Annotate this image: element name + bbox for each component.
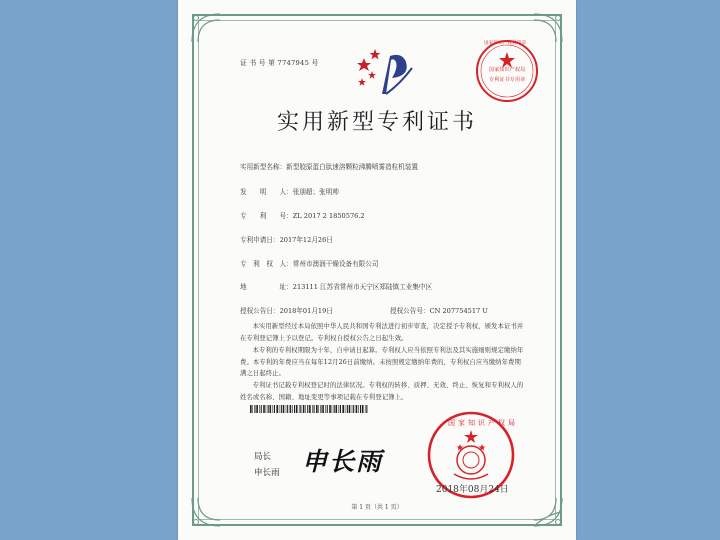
paragraph-3: 专利证书记载专利权登记时的法律状况。专利权的转移、质押、无效、终止、恢复和专利权人的姓名或名称、国籍、地址变更等事项记载在专利登记簿上。 [240,382,524,401]
barcode-bar [263,405,265,413]
barcode-bar [340,405,341,413]
certificate-title: 实用新型专利证书 [276,110,477,135]
stamp-top-outer-text: 国家知识产权局印章 [484,41,527,46]
barcode-bar [360,405,361,413]
barcode-bar [303,405,305,413]
barcode-bar [281,405,282,413]
barcode-bar [290,405,292,413]
barcode-bar [294,405,295,413]
barcode-bar [318,405,319,413]
grant-number-value: CN 207754517 U [429,307,488,315]
barcode-bar [347,405,348,413]
barcode-bar [320,405,321,413]
inventor-label: 发 明 人： [240,188,293,196]
barcode-bar [266,405,267,413]
patentee-value: 常州市澳润干燥设备有限公司 [292,260,379,268]
barcode-bar [252,405,253,413]
barcode-bar [286,405,287,413]
barcode-bar [292,405,293,413]
barcode-bar [358,405,359,413]
barcode [250,405,370,413]
barcode-bar [336,405,338,413]
patent-number-label: 专 利 号： [240,212,293,220]
barcode-bar [334,405,335,413]
filing-date-label: 专利申请日： [240,236,280,244]
barcode-bar [352,405,353,413]
inventor-row [240,186,339,196]
stamp-top-center-text: 国家知识产权局 [489,67,526,73]
inventor-value: 张朋超；张明帅 [292,188,339,196]
address-row [240,281,432,291]
barcode-bar [345,405,346,413]
barcode-bar [329,405,331,413]
filing-date-row [240,234,333,244]
barcode-bar [342,405,344,413]
barcode-bar [274,405,275,413]
certificate-page [178,0,576,540]
barcode-bar [270,405,272,413]
stamp-top-text: 专利证书专用章 [489,77,526,83]
barcode-bar [322,405,324,413]
patent-number-value: ZL 2017 2 1850576.2 [292,212,365,220]
barcode-bar [309,405,311,413]
barcode-bar [261,405,262,413]
cnipa-logo-icon [356,44,416,98]
grant-date-value: 2018年01月19日 [279,307,333,315]
patent-number-row [240,210,365,220]
director-name-label: 申长雨 [254,468,280,478]
address-label: 地 址： [240,283,293,291]
certificate-number: 证 书 号 第 7747945 号 [240,59,319,67]
utility-model-name-value: 新型胶原蛋白肽速溶颗粒沸腾喷雾造粒机装置 [286,163,419,171]
barcode-bar [307,405,308,413]
director-signature: 申长雨 [302,447,384,476]
corner-ornament-icon [186,492,226,532]
barcode-bar [353,405,354,413]
barcode-bar [349,405,351,413]
barcode-bar [296,405,298,413]
barcode-bar [312,405,313,413]
grant-number-block [390,305,488,315]
barcode-bar [316,405,318,413]
grant-number-label: 授权公告号： [390,307,430,315]
utility-model-name-label: 实用新型名称： [240,163,287,171]
address-value: 213111 江苏省常州市天宁区郑陆镇工业集中区 [292,283,433,291]
barcode-bar [332,405,333,413]
corner-ornament-icon [528,492,568,532]
barcode-bar [259,405,260,413]
barcode-bar [300,405,301,413]
corner-ornament-icon [186,8,226,48]
barcode-bar [299,405,300,413]
barcode-bar [314,405,315,413]
barcode-bar [268,405,269,413]
page-footer: 第 1 页（共 1 页） [351,504,403,511]
director-title-label: 局长 [254,452,272,462]
seal-date: 2018年08月24日 [436,485,509,495]
patentee-label: 专 利 权 人： [240,260,293,268]
paragraph-2: 本专利的专利权期限为十年，自申请日起算。专利权人应当依照专利法及其实施细则规定缴纳年费。本专利的年费应当在每年12月26日前缴纳。未按照规定缴纳年费的，专利权自应当缴纳年费期满之日起终止。 [240,347,524,378]
barcode-bar [327,405,328,413]
utility-model-name-row [240,161,418,171]
barcode-bar [256,405,258,413]
official-seal-text: 国家知识产权局 [448,419,518,427]
barcode-bar [279,405,280,413]
grant-date-label: 授权公告日： [240,307,280,315]
barcode-bar [356,405,358,413]
barcode-bar [365,405,366,413]
barcode-bar [325,405,326,413]
filing-date-value: 2017年12月26日 [279,236,333,244]
paragraph-1: 本实用新型经过本局依照中华人民共和国专利法进行初步审查，决定授予专利权，颁发本证书并在专利登记簿上予以登记。专利权自授权公告之日起生效。 [240,323,524,342]
barcode-bar [254,405,255,413]
barcode-bar [339,405,340,413]
barcode-bar [250,405,252,413]
barcode-bar [287,405,288,413]
grant-row [240,305,526,315]
barcode-bar [305,405,306,413]
patentee-row [240,258,378,268]
barcode-bar [362,405,364,413]
barcode-bar [366,405,367,413]
barcode-bar [283,405,285,413]
barcode-bar [276,405,278,413]
barcode-bar [273,405,274,413]
